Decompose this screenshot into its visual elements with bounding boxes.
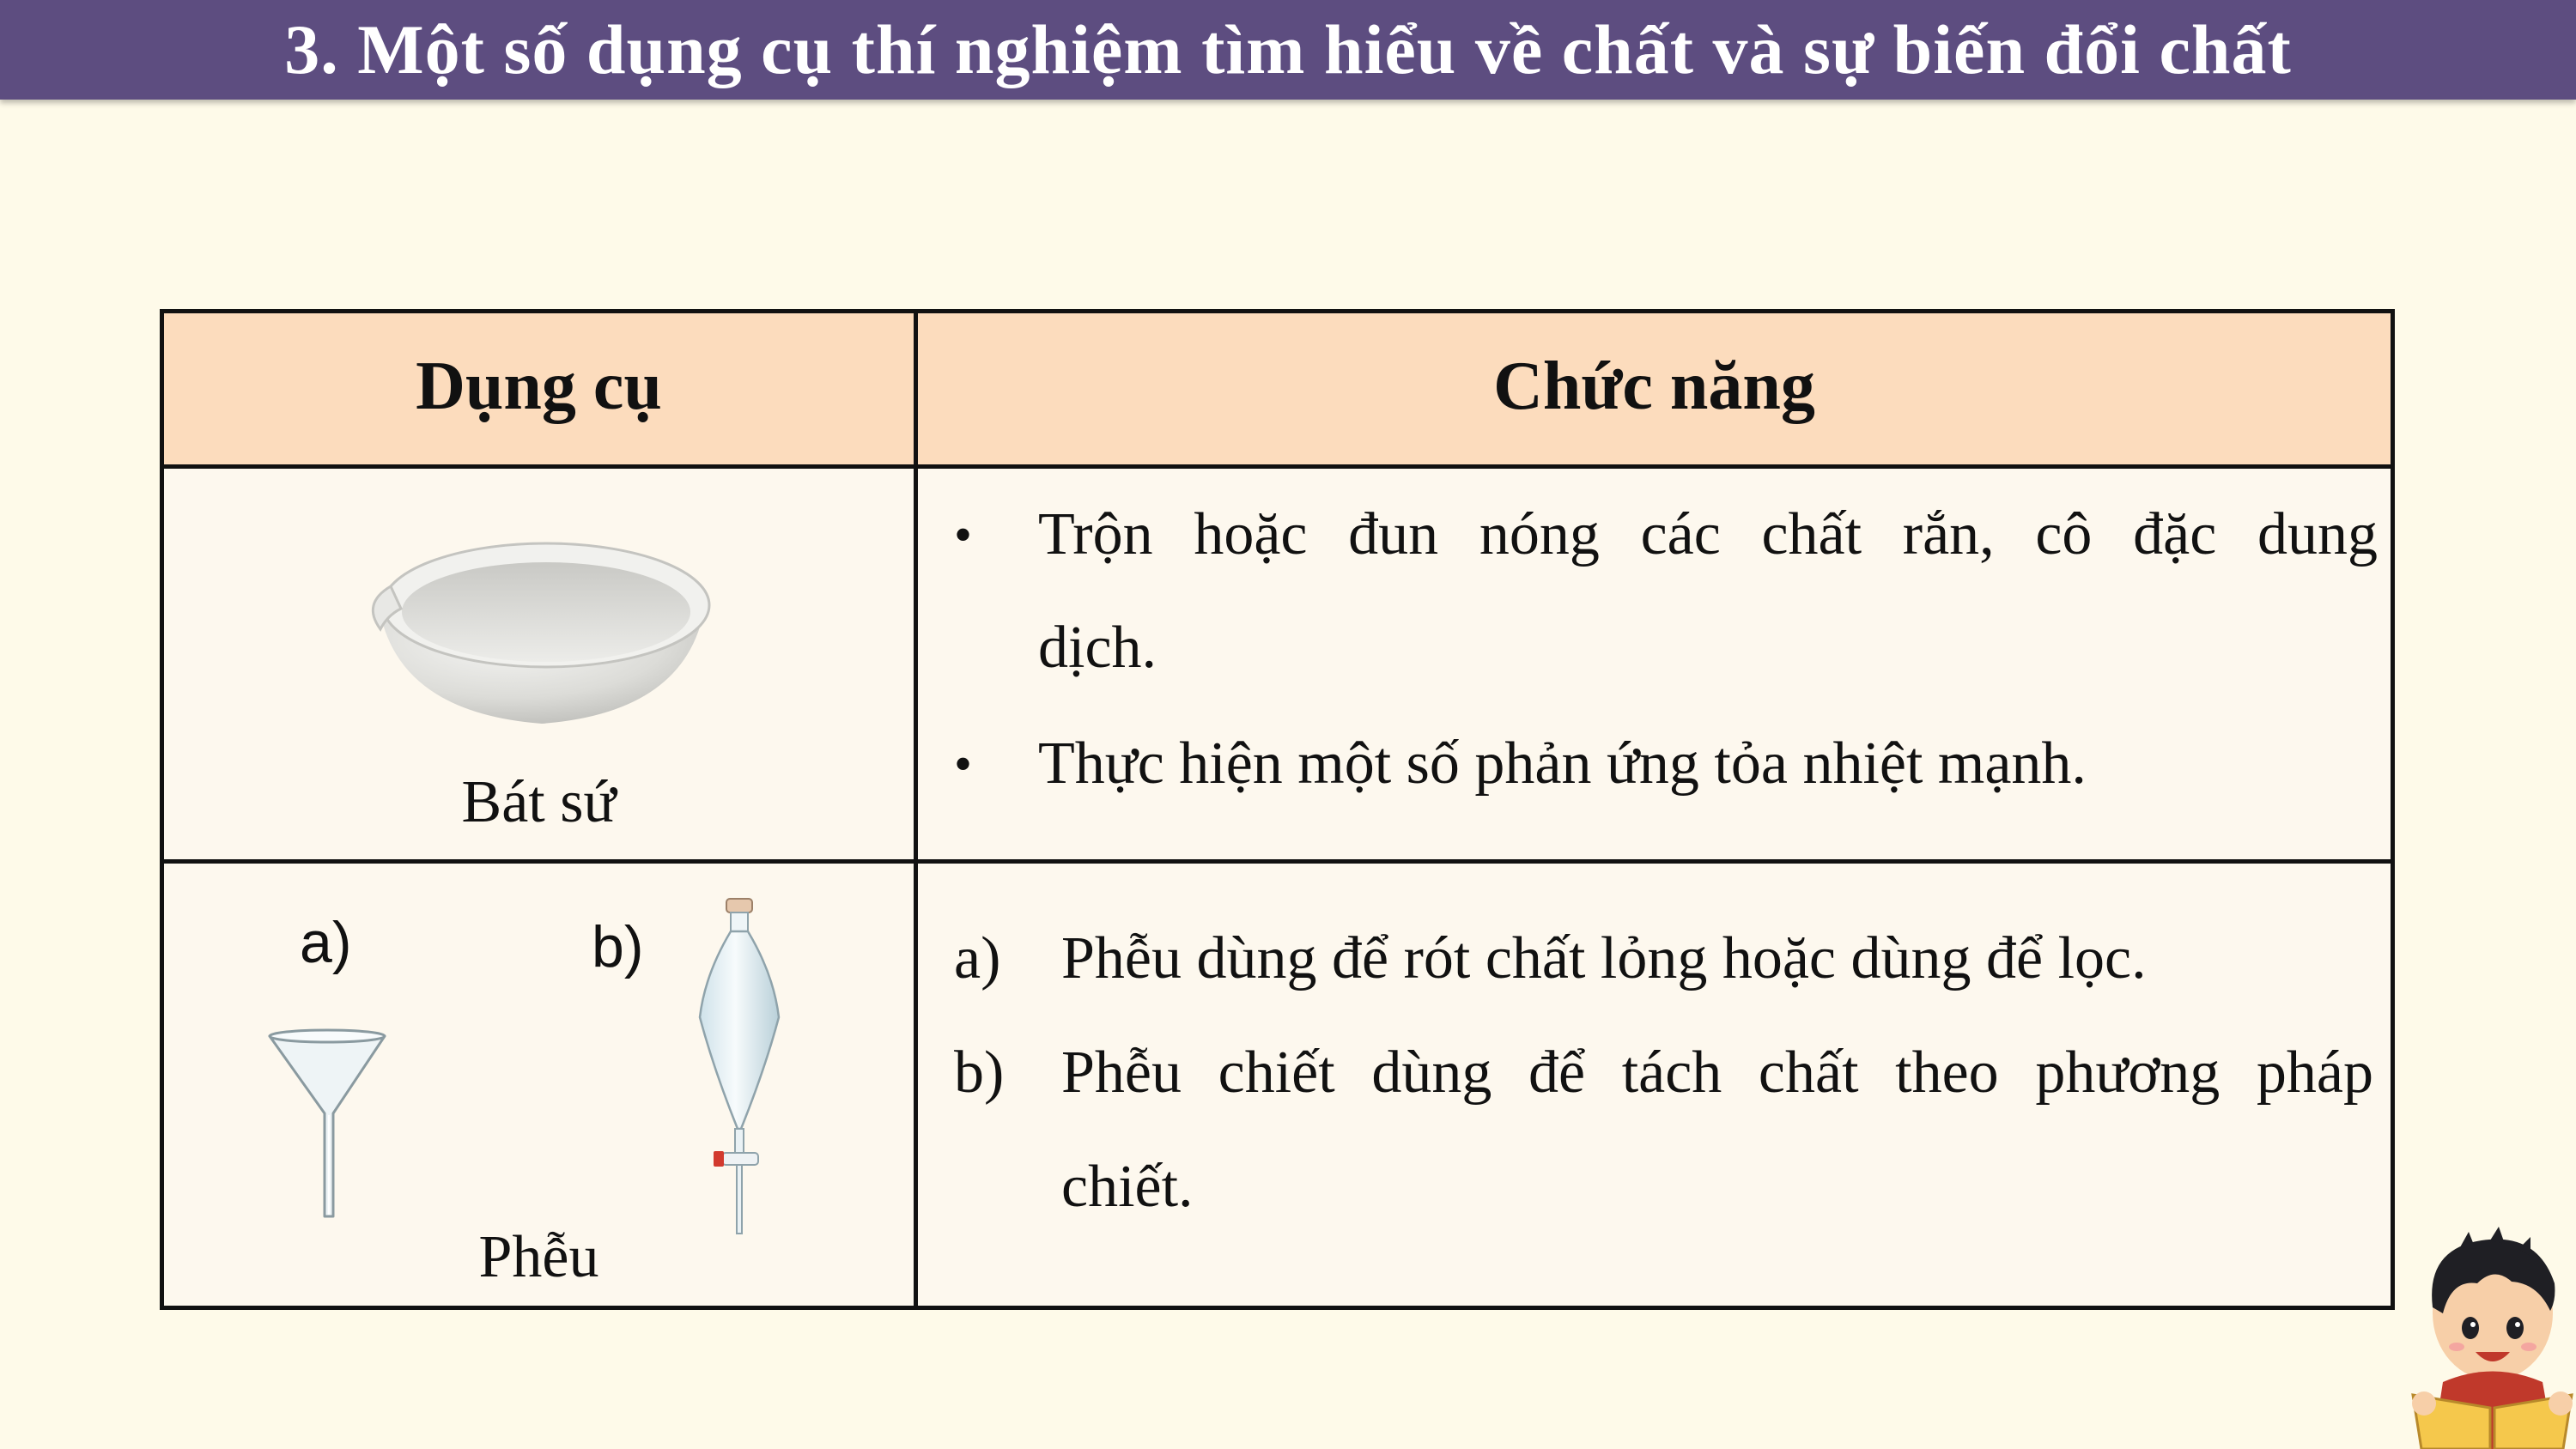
header-tool-label: Dụng cụ xyxy=(416,349,662,424)
page-title: 3. Một số dụng cụ thí nghiệm tìm hiểu về chất và sự biến đổi chất xyxy=(284,10,2292,88)
function-text-line: dịch. xyxy=(1038,615,1157,681)
separatory-funnel-image xyxy=(688,897,791,1240)
funnel-image xyxy=(263,1026,392,1223)
function-text-line: Trộn hoặc đun nóng các chất rắn, cô đặc dung xyxy=(1038,501,2378,567)
tool-name-funnel: Phễu xyxy=(478,1224,599,1290)
header-function-label: Chức năng xyxy=(1493,349,1815,424)
reading-boy-mascot xyxy=(2409,1232,2576,1449)
tool-name-evaporating-dish: Bát sứ xyxy=(461,769,617,835)
function-text-line: Thực hiện một số phản ứng tỏa nhiệt mạnh. xyxy=(1038,731,2087,797)
column-divider xyxy=(914,313,918,1306)
list-marker: b) xyxy=(954,1040,1005,1106)
list-marker: a) xyxy=(954,925,1001,991)
row-divider xyxy=(164,859,2391,864)
image-label-b: b) xyxy=(592,914,644,979)
evaporating-dish-image xyxy=(361,519,722,734)
tools-table xyxy=(160,309,2395,1310)
header-cell-function xyxy=(918,313,2391,464)
header-cell-tool xyxy=(164,313,914,464)
function-text-line: Phễu dùng để rót chất lỏng hoặc dùng để lọc. xyxy=(1061,925,2147,991)
image-label-a: a) xyxy=(300,910,352,975)
bullet-marker: • xyxy=(954,736,973,792)
title-bar xyxy=(0,0,2576,100)
function-text-line: Phễu chiết dùng để tách chất theo phương pháp xyxy=(1061,1040,2373,1106)
function-text-line: chiết. xyxy=(1061,1154,1194,1220)
row-divider xyxy=(164,464,2391,469)
bullet-marker: • xyxy=(954,506,973,563)
